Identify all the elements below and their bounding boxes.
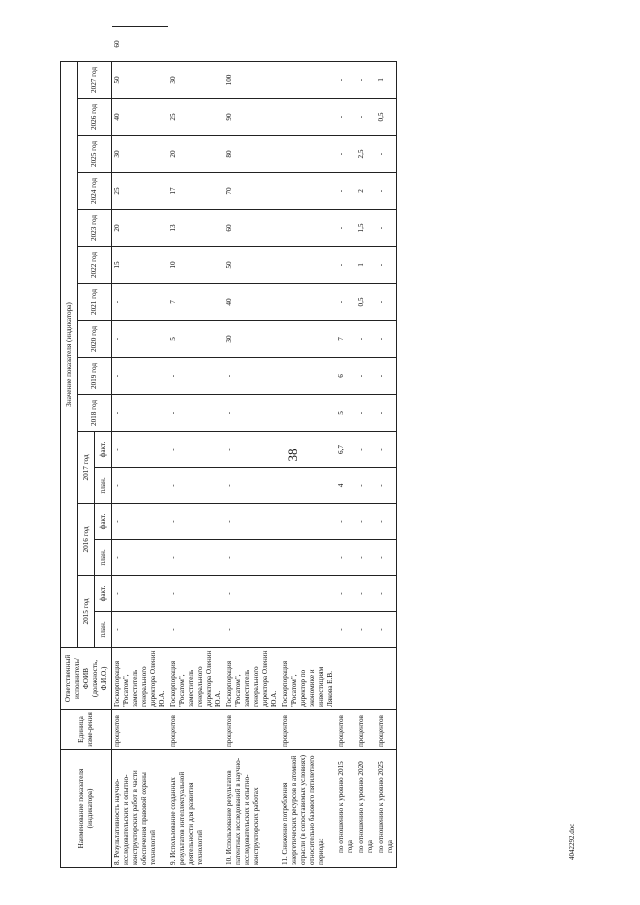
value-cell xyxy=(280,284,336,321)
unit-cell: процентов xyxy=(376,710,397,750)
header-year: 2018 год xyxy=(78,395,112,432)
value-cell: - xyxy=(356,358,376,395)
value-cell: 70 xyxy=(224,173,280,210)
header-fact: факт. xyxy=(95,432,112,468)
value-cell: - xyxy=(376,136,397,173)
value-cell xyxy=(280,136,336,173)
value-cell: 5 xyxy=(336,395,356,432)
value-cell: - xyxy=(376,432,397,468)
value-cell xyxy=(280,99,336,136)
value-cell: - xyxy=(224,395,280,432)
value-cell: - xyxy=(356,504,376,540)
value-cell: - xyxy=(224,504,280,540)
header-name: Наименование показателя (индикатора) xyxy=(61,750,112,868)
value-cell: - xyxy=(376,612,397,648)
value-cell: - xyxy=(168,504,224,540)
indicator-name: по отношению к уровню 2025 года xyxy=(376,750,397,868)
value-cell: - xyxy=(336,61,356,98)
value-cell: - xyxy=(224,358,280,395)
header-fact: факт. xyxy=(95,576,112,612)
value-cell: 20 xyxy=(112,210,169,247)
value-cell xyxy=(280,432,336,468)
value-cell: 50 xyxy=(112,61,169,98)
value-cell: 80 xyxy=(224,136,280,173)
value-cell: - xyxy=(376,540,397,576)
value-cell xyxy=(280,358,336,395)
table-row xyxy=(168,27,224,868)
value-cell: 90 xyxy=(224,99,280,136)
value-cell: 25 xyxy=(112,173,169,210)
value-cell: - xyxy=(376,504,397,540)
value-cell: - xyxy=(112,395,169,432)
value-cell: - xyxy=(356,321,376,358)
table-row xyxy=(376,27,397,868)
value-cell: 7 xyxy=(168,284,224,321)
value-cell: 15 xyxy=(112,247,169,284)
responsible-cell: Госкорпорация "Росатом", заместитель генерального директора Оленин Ю.А. xyxy=(112,648,169,710)
value-cell: 17 xyxy=(168,173,224,210)
value-cell: - xyxy=(356,540,376,576)
table-row xyxy=(356,27,376,868)
page-number: 38 xyxy=(285,448,300,462)
value-cell: 7 xyxy=(336,321,356,358)
value-cell: 4 xyxy=(336,468,356,504)
value-cell: - xyxy=(376,468,397,504)
value-cell: - xyxy=(112,576,169,612)
value-cell: - xyxy=(168,432,224,468)
value-cell: 30 xyxy=(224,321,280,358)
value-cell: 6 xyxy=(336,358,356,395)
value-cell: - xyxy=(224,468,280,504)
value-cell: - xyxy=(112,284,169,321)
header-plan: план. xyxy=(95,612,112,648)
value-cell xyxy=(280,540,336,576)
value-cell: - xyxy=(356,61,376,98)
indicator-name: 9. Использование созданных результатов интеллектуальной деятельности для развития технологий xyxy=(168,750,224,868)
responsible-cell xyxy=(376,648,397,710)
header-values: Значение показателя (индикатора) xyxy=(61,61,78,647)
value-cell: - xyxy=(168,540,224,576)
value-cell: - xyxy=(224,540,280,576)
value-cell xyxy=(280,61,336,98)
header-year: 2026 год xyxy=(78,99,112,136)
value-cell: - xyxy=(376,576,397,612)
responsible-cell: Госкорпорация "Росатом", директор по экономике и инвестициям Лякова Е.В. xyxy=(280,648,336,710)
table-row xyxy=(224,27,280,868)
value-cell: - xyxy=(356,395,376,432)
value-cell: - xyxy=(336,136,356,173)
table-row xyxy=(280,27,336,868)
value-cell: 100 xyxy=(224,61,280,98)
value-cell: 1 xyxy=(356,247,376,284)
value-cell: 40 xyxy=(224,284,280,321)
indicator-name: по отношению к уровню 2015 года xyxy=(336,750,356,868)
header-year: 2019 год xyxy=(78,358,112,395)
value-cell: 25 xyxy=(168,99,224,136)
value-cell xyxy=(280,504,336,540)
value-cell: 50 xyxy=(224,247,280,284)
value-cell: - xyxy=(168,468,224,504)
value-cell: 1,5 xyxy=(356,210,376,247)
indicator-table xyxy=(60,26,397,868)
table-row xyxy=(336,27,356,868)
header-plan: план. xyxy=(95,468,112,504)
value-cell: - xyxy=(376,358,397,395)
header-unit: Единица изме-рения xyxy=(61,710,112,750)
value-cell: - xyxy=(112,468,169,504)
value-cell: - xyxy=(356,612,376,648)
indicator-name: 10. Использование результатов патентных исследований в научно-исследовательских и опытно-конструкторских работах xyxy=(224,750,280,868)
unit-cell: процентов xyxy=(356,710,376,750)
value-cell: - xyxy=(356,468,376,504)
value-cell: - xyxy=(224,576,280,612)
value-cell: 5 xyxy=(168,321,224,358)
value-cell xyxy=(280,612,336,648)
header-year: 2024 год xyxy=(78,173,112,210)
value-cell: - xyxy=(336,504,356,540)
value-cell: 2,5 xyxy=(356,136,376,173)
value-cell: - xyxy=(376,321,397,358)
value-cell: 30 xyxy=(112,136,169,173)
unit-cell: процентов xyxy=(112,710,169,750)
responsible-cell xyxy=(356,648,376,710)
unit-cell: процентов xyxy=(168,710,224,750)
header-2015: 2015 год xyxy=(78,576,95,648)
value-cell: - xyxy=(224,612,280,648)
header-year: 2021 год xyxy=(78,284,112,321)
value-cell: - xyxy=(336,612,356,648)
value-cell: 0,5 xyxy=(376,99,397,136)
responsible-cell xyxy=(336,648,356,710)
value-cell: - xyxy=(336,247,356,284)
indicator-name: 11. Снижение потребления энергетических ресурсов в атомной отрасли (в сопоставимых условиях) относительно базового пятилетнего периода: xyxy=(280,750,336,868)
value-cell: 0,5 xyxy=(356,284,376,321)
value-cell: 20 xyxy=(168,136,224,173)
value-cell: - xyxy=(356,432,376,468)
table-body xyxy=(112,27,397,868)
header-year: 2022 год xyxy=(78,247,112,284)
value-cell: - xyxy=(356,99,376,136)
indicator-table-container xyxy=(60,26,605,868)
value-cell: - xyxy=(168,612,224,648)
value-cell: 13 xyxy=(168,210,224,247)
value-cell: - xyxy=(112,504,169,540)
value-cell xyxy=(280,395,336,432)
indicator-name: по отношению к уровню 2020 года xyxy=(356,750,376,868)
value-cell: - xyxy=(376,395,397,432)
header-year: 2020 год xyxy=(78,321,112,358)
header-year: 2023 год xyxy=(78,210,112,247)
value-cell xyxy=(280,247,336,284)
value-cell: 40 xyxy=(112,99,169,136)
value-cell: - xyxy=(376,247,397,284)
indicator-name: 8. Результативность научно-исследовательских и опытно-конструкторских работ в части обеспечения правовой охраны технологий xyxy=(112,750,169,868)
value-cell: 60 xyxy=(224,210,280,247)
value-cell: - xyxy=(112,612,169,648)
unit-cell: процентов xyxy=(336,710,356,750)
value-cell: 10 xyxy=(168,247,224,284)
value-cell: 6,7 xyxy=(336,432,356,468)
value-cell: - xyxy=(112,358,169,395)
value-cell: - xyxy=(168,576,224,612)
value-cell: - xyxy=(376,284,397,321)
unit-cell: процентов xyxy=(224,710,280,750)
value-cell xyxy=(280,173,336,210)
value-cell: - xyxy=(376,210,397,247)
value-cell xyxy=(280,321,336,358)
value-cell: - xyxy=(336,173,356,210)
responsible-cell: Госкорпорация "Росатом", заместитель генерального директора Оленин Ю.А. xyxy=(224,648,280,710)
footer-doc-code: 4042292.doc xyxy=(568,823,576,860)
header-plan: план. xyxy=(95,540,112,576)
value-cell xyxy=(280,576,336,612)
value-cell: - xyxy=(112,540,169,576)
value-cell: 30 xyxy=(168,61,224,98)
value-cell: - xyxy=(336,210,356,247)
value-cell: - xyxy=(336,576,356,612)
value-cell: 1 xyxy=(376,61,397,98)
header-year: 2025 год xyxy=(78,136,112,173)
unit-cell: процентов xyxy=(280,710,336,750)
header-2017: 2017 год xyxy=(78,432,95,504)
value-cell: 2 xyxy=(356,173,376,210)
header-fact: факт. xyxy=(95,504,112,540)
value-cell: - xyxy=(336,540,356,576)
value-cell xyxy=(280,210,336,247)
value-cell: - xyxy=(168,358,224,395)
value-cell: - xyxy=(168,395,224,432)
value-cell xyxy=(280,468,336,504)
header-2016: 2016 год xyxy=(78,504,95,576)
value-cell: - xyxy=(112,432,169,468)
header-responsible: Ответственный исполнитель/ ФОИВ (должность, Ф.И.О.) xyxy=(61,648,112,710)
value-cell: - xyxy=(376,173,397,210)
value-cell: - xyxy=(112,321,169,358)
header-year: 2027 год xyxy=(78,61,112,98)
value-cell: - xyxy=(356,576,376,612)
value-cell: 60 xyxy=(112,27,169,62)
value-cell: - xyxy=(336,284,356,321)
value-cell: - xyxy=(336,99,356,136)
value-cell: - xyxy=(224,432,280,468)
table-row xyxy=(112,27,169,868)
responsible-cell: Госкорпорация "Росатом", заместитель генерального директора Оленин Ю.А. xyxy=(168,648,224,710)
